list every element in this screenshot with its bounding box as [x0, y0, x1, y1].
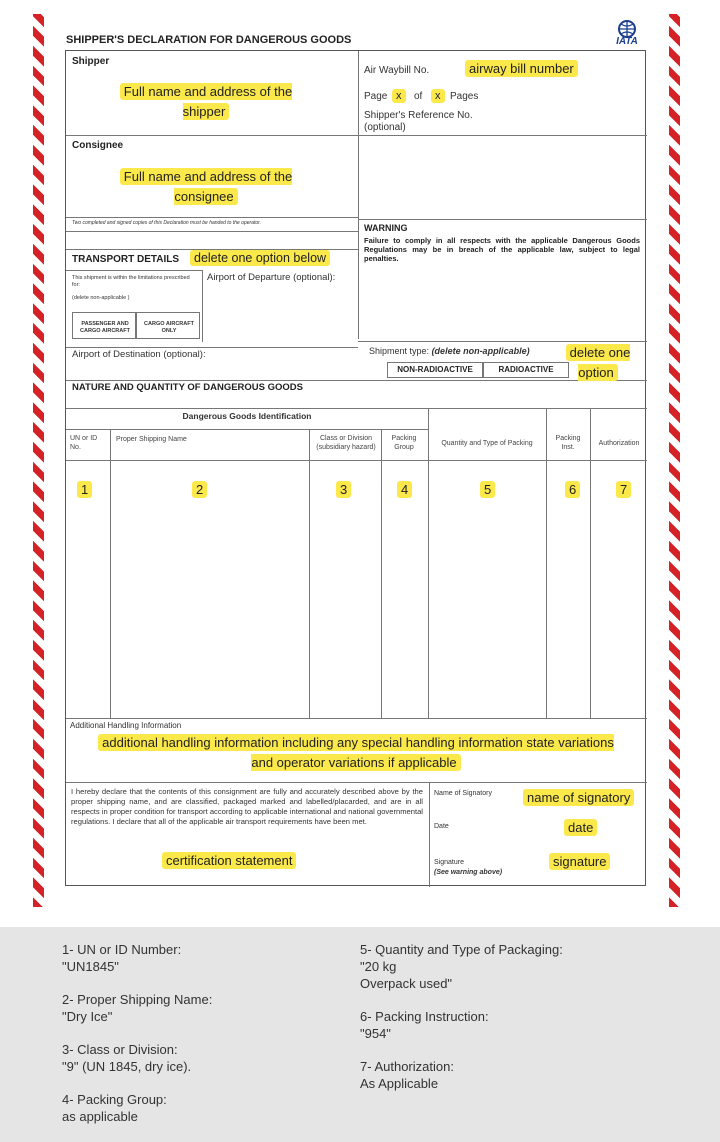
iata-logo-text: IATA [616, 36, 638, 47]
shipment-type-hint: (delete non-applicable) [431, 346, 530, 356]
warning-text: Failure to comply in all respects with the applicable Dangerous Goods Regulations may be in breach of the applicable law, subject to legal penalties. [364, 236, 640, 263]
iata-logo [604, 20, 650, 50]
column-number-3: 3 [336, 481, 351, 498]
signature-warning: (See warning above) [434, 869, 503, 876]
declaration-text: I hereby declare that the contents of this consignment are fully and accurately described above by the proper shipping name, and are classified, packaged marked and labelled/placarded, and are in all respects in proper condition for transport according to applicable international and national governmental regulations. I declare that all of the applicable air transport requirements have been met. [71, 787, 423, 826]
shipment-type-label: Shipment type: (delete non-applicable) [369, 346, 530, 356]
cargo-option-box[interactable] [136, 312, 200, 339]
non-radioactive-option[interactable]: NON-RADIOACTIVE [387, 362, 483, 378]
additional-note: additional handling information including any special handling information state variations and operator variations if applicable [86, 733, 626, 773]
signatory-label: Name of Signatory [434, 790, 492, 797]
legend-item-4: 4- Packing Group: as applicable [62, 1092, 167, 1124]
column-number-7: 7 [616, 481, 631, 498]
nature-label: NATURE AND QUANTITY OF DANGEROUS GOODS [72, 382, 303, 393]
shipper-ref-optional: (optional) [364, 122, 406, 133]
limitations-text: This shipment is within the limitations prescribed for: [72, 275, 190, 288]
shipper-note: Full name and address of the shipper [116, 82, 296, 122]
pages-label: Pages [450, 91, 479, 102]
legend-item-3: 3- Class or Division: "9" (UN 1845, dry ice). [62, 1042, 192, 1074]
legend-item-5: 5- Quantity and Type of Packaging: "20 kg Overpack used" [360, 942, 563, 991]
col-pg: Packing Group [391, 435, 417, 451]
cargo-option: CARGO AIRCRAFT ONLY [144, 321, 194, 334]
col-qty: Quantity and Type of Packing [441, 440, 533, 447]
departure-label: Airport of Departure (optional): [207, 272, 336, 283]
transport-label: TRANSPORT DETAILS [72, 254, 180, 265]
awb-label: Air Waybill No. [364, 65, 430, 76]
warning-label: WARNING [364, 223, 408, 233]
col-auth: Authorization [598, 440, 640, 447]
col-class: Class or Division (subsidiary hazard) [316, 435, 376, 451]
col-un: UN or ID No. [70, 435, 98, 451]
legend-panel [0, 927, 720, 1142]
col-pi: Packing Inst. [555, 435, 581, 451]
date-note: date [564, 819, 597, 836]
passenger-option-box[interactable] [72, 312, 136, 339]
legend-item-2: 2- Proper Shipping Name: "Dry Ice" [62, 992, 213, 1024]
column-number-4: 4 [397, 481, 412, 498]
additional-label: Additional Handling Information [70, 721, 182, 730]
delete-non-applicable: (delete non-applicable ) [72, 295, 130, 301]
legend-item-6: 6- Packing Instruction: "954" [360, 1009, 489, 1041]
column-number-6: 6 [565, 481, 580, 498]
of-label: of [414, 91, 423, 102]
page-x1: x [392, 89, 406, 103]
passenger-option: PASSENGER AND CARGO AIRCRAFT [80, 321, 130, 334]
shipment-note: delete one option [563, 343, 633, 383]
signatory-note: name of signatory [523, 789, 634, 806]
shipper-ref-label: Shipper's Reference No. [364, 110, 473, 121]
signature-label: Signature [434, 859, 464, 866]
col-psn: Proper Shipping Name [116, 436, 187, 443]
column-number-5: 5 [480, 481, 495, 498]
page-x2: x [431, 89, 445, 103]
transport-note: delete one option below [190, 250, 330, 266]
consignee-label: Consignee [72, 140, 124, 151]
legend-item-7: 7- Authorization: As Applicable [360, 1059, 454, 1091]
declaration-form [65, 50, 646, 886]
dg-identification-label: Dangerous Goods Identification [182, 411, 312, 421]
destination-label: Airport of Destination (optional): [72, 349, 206, 360]
certification-note: certification statement [162, 852, 296, 869]
signature-note: signature [549, 853, 610, 870]
right-border-stripe [669, 14, 680, 907]
copies-note: Two completed and signed copies of this Declaration must be handed to the operator. [72, 220, 262, 226]
legend-item-1: 1- UN or ID Number: "UN1845" [62, 942, 182, 974]
consignee-note: Full name and address of the consignee [116, 167, 296, 207]
column-number-1: 1 [77, 481, 92, 498]
form-title: SHIPPER'S DECLARATION FOR DANGEROUS GOODS [66, 34, 352, 46]
left-border-stripe [33, 14, 44, 907]
page-label: Page [364, 91, 388, 102]
radioactive-option[interactable]: RADIOACTIVE [483, 362, 569, 378]
date-label: Date [434, 823, 449, 830]
awb-note: airway bill number [465, 60, 578, 77]
column-number-2: 2 [192, 481, 207, 498]
shipper-label: Shipper [72, 56, 110, 67]
